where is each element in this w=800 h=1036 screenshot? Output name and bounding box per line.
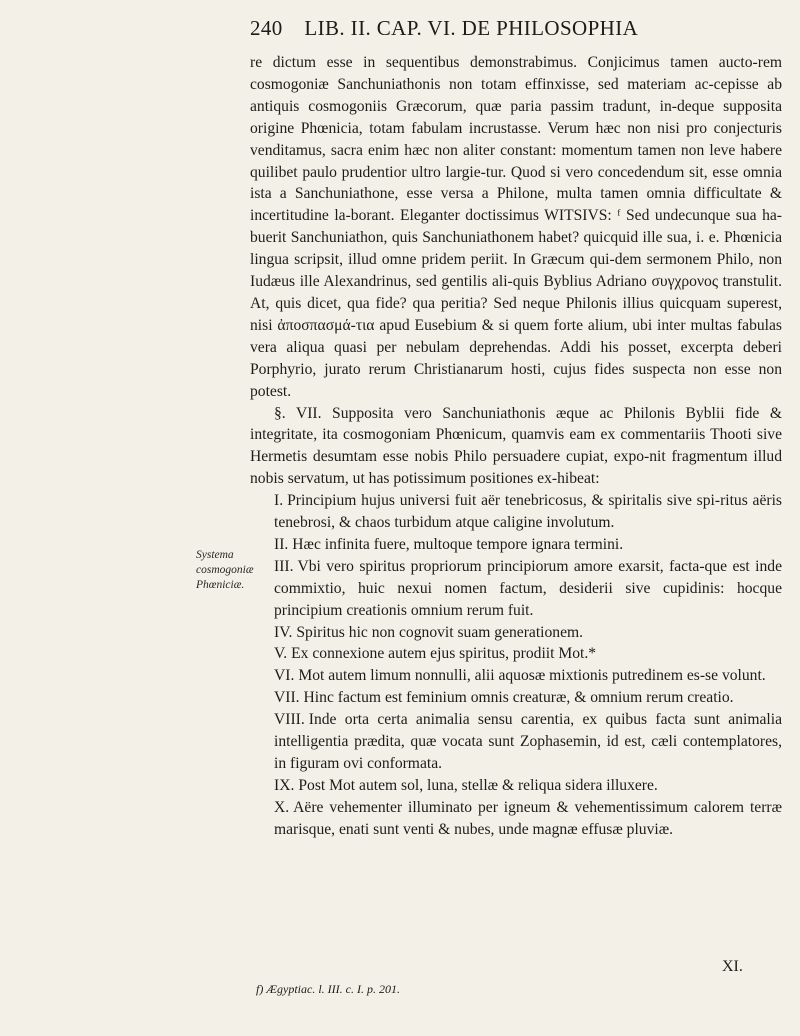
- item-text: Principium hujus universi fuit aër tenebricosus, & spiritalis sive spi-ritus aëris tenebrosi, & chaos turbidum atque caligine involutum.: [274, 492, 782, 532]
- item-text: Ex connexione autem ejus spiritus, prodiit Mot.*: [291, 645, 597, 663]
- item-number: IX.: [274, 776, 295, 794]
- margin-note: Systema cosmogoniæ Phœniciæ.: [196, 549, 254, 591]
- main-text: [250, 52, 782, 841]
- page-number: 240: [250, 16, 283, 40]
- item-text: Aëre vehementer illuminato per igneum & vehementissimum calorem terræ marisque, enati sunt venti & nubes, unde magnæ effusæ pluviæ.: [274, 798, 782, 838]
- catchword: XI.: [722, 958, 743, 975]
- item-number: VII.: [274, 689, 300, 707]
- item-text: Post Mot autem sol, luna, stellæ & reliqua sidera illuxere.: [298, 776, 658, 794]
- item-number: II.: [274, 535, 289, 553]
- item-number: I.: [274, 492, 284, 510]
- list-item: [274, 643, 782, 665]
- paragraph-section-vii: §. VII. Supposita vero Sanchuniathonis æque ac Philonis Byblii fide & integritate, ita cosmogoniam Phœnicum, quamvis eam ex commentariis Thooti sive Hermetis desumtam esse nobis Philo persuadere cupiat, expo-nit fragmentum illud nobis servatum, ut has potissimum positiones ex-hibeat:: [250, 404, 782, 488]
- list-item: [274, 775, 782, 797]
- list-item: [274, 556, 782, 622]
- list-item: [274, 622, 782, 644]
- paragraph-1: re dictum esse in sequentibus demonstrabimus. Conjicimus tamen aucto-rem cosmogoniæ Sanchuniathonis non totam effinxisse, sed materiam ac-cepisse ab antiquis cosmogoniis Græcorum, quæ paria passim tradunt, in-deque supposita origine Phœnicia, totam fabulam incrustasse. Verum hæc non nisi pro conjecturis venditamus, sacra enim hæc non aliter constant: momentum tamen non leve habere quilibet paulo prudentior ultro largie-tur. Quod si vero concedendum sit, esse omnia ista a Sanchuniathone, esse versa a Philone, multa tamen omnia difficultate & incertitudine la-borant. Eleganter doctissimus WITSIVS: ᶠ Sed undecunque sua ha-buerit Sanchuniathon, quis Sanchuniathonem habet? quicquid ille sua, i. e. Phœnicia lingua scripsit, illud omne pridem periit. In Græcum qui-dem sermonem Philo, non Iudæus ille Alexandrinus, sed gentilis ali-quis Byblius Adriano συγχρονος transtulit. At, quis dicet, qua fide? qua peritia? Sed neque Philonis illius quicquam superest, nisi ἀποσπασμά-τια apud Eusebium & si quem forte alium, ubi inter multas fabulas vera aliqua quasi per nebulam deprehendas. Addi his posset, excerpta deberi Porphyrio, jurato rerum Christianarum hosti, cujus fides suspecta non esse non potest.: [250, 54, 782, 400]
- list-item: [274, 490, 782, 534]
- list-item: [274, 797, 782, 841]
- item-text: Hæc infinita fuere, multoque tempore ignara termini.: [292, 535, 624, 553]
- list-item: [274, 709, 782, 775]
- list-item: [274, 534, 782, 556]
- running-title: LIB. II. CAP. VI. DE PHILOSOPHIA: [304, 16, 639, 40]
- item-text: Mot autem limum nonnulli, alii aquosæ mixtionis putredinem es-se volunt.: [298, 667, 766, 685]
- list-item: [274, 665, 782, 687]
- running-header: [250, 16, 770, 41]
- item-number: X.: [274, 798, 290, 816]
- item-number: V.: [274, 645, 288, 663]
- item-number: IV.: [274, 623, 293, 641]
- item-number: VIII.: [274, 711, 305, 729]
- item-number: III.: [274, 557, 294, 575]
- list-item: [274, 687, 782, 709]
- item-text: Spiritus hic non cognovit suam generationem.: [296, 623, 584, 641]
- item-number: VI.: [274, 667, 295, 685]
- footnote: f) Ægyptiac. l. III. c. I. p. 201.: [256, 982, 400, 996]
- item-text: Vbi vero spiritus propriorum principiorum amore exarsit, facta-que est inde commixtio, huic nexui nomen factum, desiderii sive cupidinis: hocque principium creationis omnium rerum fuit.: [274, 557, 782, 619]
- item-text: Inde orta certa animalia sensu carentia, ex quibus facta sunt animalia intelligentia prædita, quæ vocata sunt Zophasemin, id est, cæli contemplatores, in figuram ovi conformata.: [274, 711, 782, 772]
- item-text: Hinc factum est feminium omnis creaturæ, & omnium rerum creatio.: [303, 689, 734, 707]
